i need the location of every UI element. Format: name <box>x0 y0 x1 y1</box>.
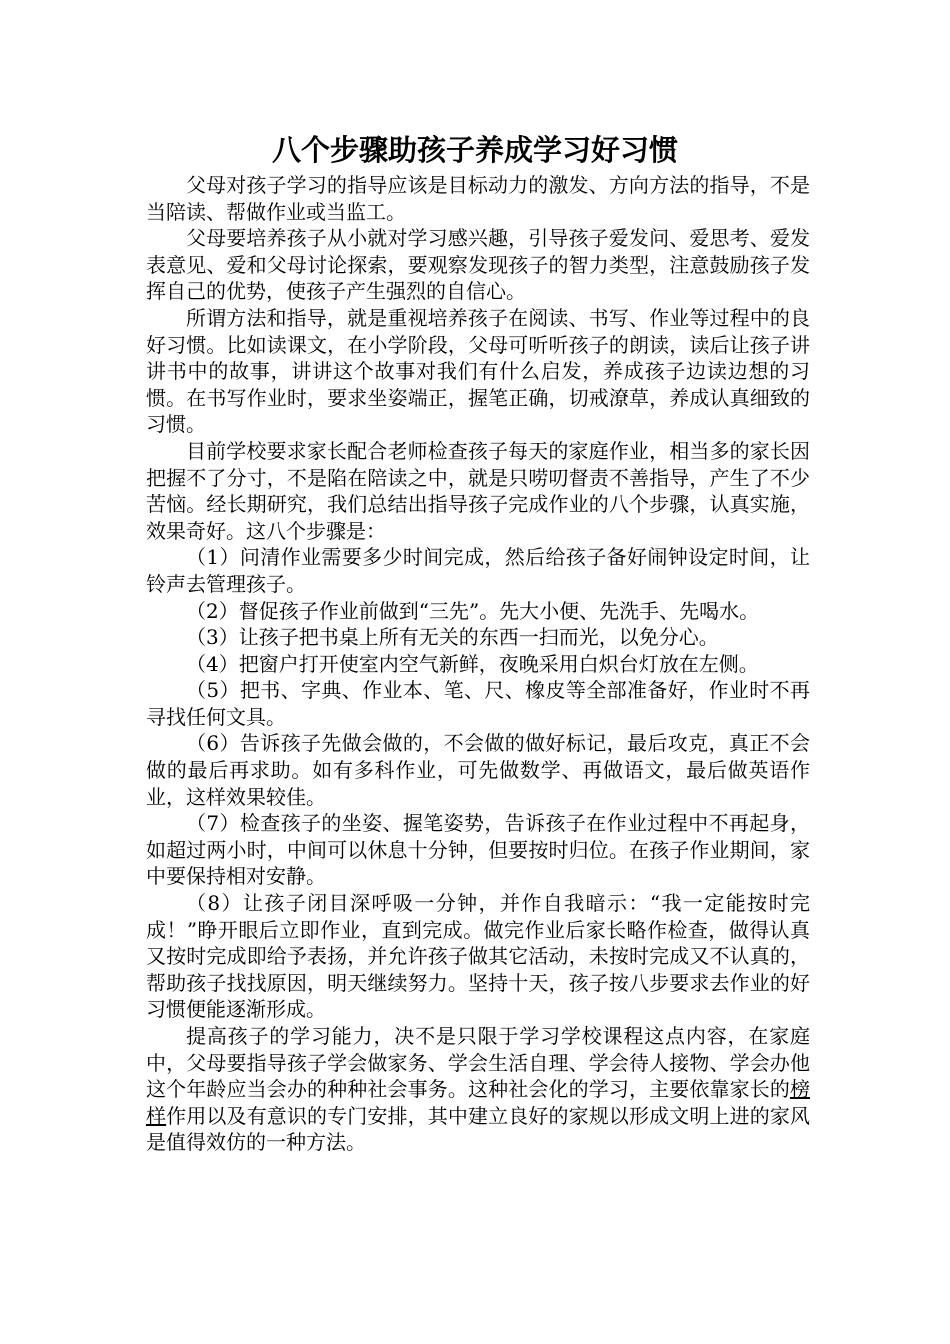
step-paragraph: （1）问清作业需要多少时间完成，然后给孩子备好闹钟设定时间，让铃声去管理孩子。 <box>146 545 810 596</box>
closing-text-after: 作用以及有意识的专门安排，其中建立良好的家规以形成文明上进的家风是值得效仿的一种方法。 <box>146 1103 810 1155</box>
step-paragraph: （6）告诉孩子先做会做的，不会做的做好标记，最后攻克，真正不会做的最后再求助。如有多科作业，可先做数学、再做语文，最后做英语作业，这样效果较佳。 <box>146 731 810 809</box>
document-body <box>146 172 810 1156</box>
step-paragraph: （4）把窗户打开使室内空气新鲜，夜晚采用白炽台灯放在左侧。 <box>186 651 759 676</box>
paragraph: 父母对孩子学习的指导应该是目标动力的激发、方向方法的指导，不是当陪读、帮做作业或当监工。 <box>146 173 810 224</box>
step-paragraph: （8）让孩子闭目深呼吸一分钟，并作自我暗示：“我一定能按时完成！”睁开眼后立即作业，直到完成。做完作业后家长略作检查，做得认真又按时完成即给予表扬，并允许孩子做其它活动，未按时完成又不认真的，帮助孩子找找原因，明天继续努力。坚持十天，孩子按八步要求去作业的好习惯便能逐渐形成。 <box>146 891 810 1022</box>
underlined-word: 榜样 <box>146 1077 810 1128</box>
paragraph: 父母要培养孩子从小就对学习感兴趣，引导孩子爱发问、爱思考、爱发表意见、爱和父母讨论探索，要观察发现孩子的智力类型，注意鼓励孩子发挥自己的优势，使孩子产生强烈的自信心。 <box>146 226 810 304</box>
paragraph: 所谓方法和指导，就是重视培养孩子在阅读、书写、作业等过程中的良好习惯。比如读课文，在小学阶段，父母可听听孩子的朗读，读后让孩子讲讲书中的故事，讲讲这个故事对我们有什么启发，养成孩子边读边想的习惯。在书写作业时，要求坐姿端正，握笔正确，切戒潦草，养成认真细致的习惯。 <box>146 305 810 437</box>
step-paragraph: （5）把书、字典、作业本、笔、尺、橡皮等全部准备好，作业时不再寻找任何文具。 <box>146 678 810 729</box>
step-paragraph: （7）检查孩子的坐姿、握笔姿势，告诉孩子在作业过程中不再起身，如超过两小时，中间可以休息十分钟，但要按时归位。在孩子作业期间，家中要保持相对安静。 <box>146 811 810 889</box>
closing-paragraph <box>146 1023 810 1156</box>
step-paragraph: （2）督促孩子作业前做到“三先”。先大小便、先洗手、先喝水。 <box>186 598 760 623</box>
step-paragraph: （3）让孩子把书桌上所有无关的东西一扫而光，以免分心。 <box>186 625 719 650</box>
closing-text-before: 提高孩子的学习能力，决不是只限于学习学校课程这点内容，在家庭中，父母要指导孩子学会做家务、学会生活自理、学会待人接物、学会办他这个年龄应当会办的种种社会事务。这种社会化的学习，主要依靠家长的 <box>146 1024 810 1102</box>
document-title: 八个步骤助孩子养成学习好习惯 <box>271 133 678 167</box>
paragraph: 目前学校要求家长配合老师检查孩子每天的家庭作业，相当多的家长因把握不了分寸，不是陷在陪读之中，就是只唠叨督责不善指导，产生了不少苦恼。经长期研究，我们总结出指导孩子完成作业的八个步骤，认真实施，效果奇好。这八个步骤是： <box>146 438 810 543</box>
